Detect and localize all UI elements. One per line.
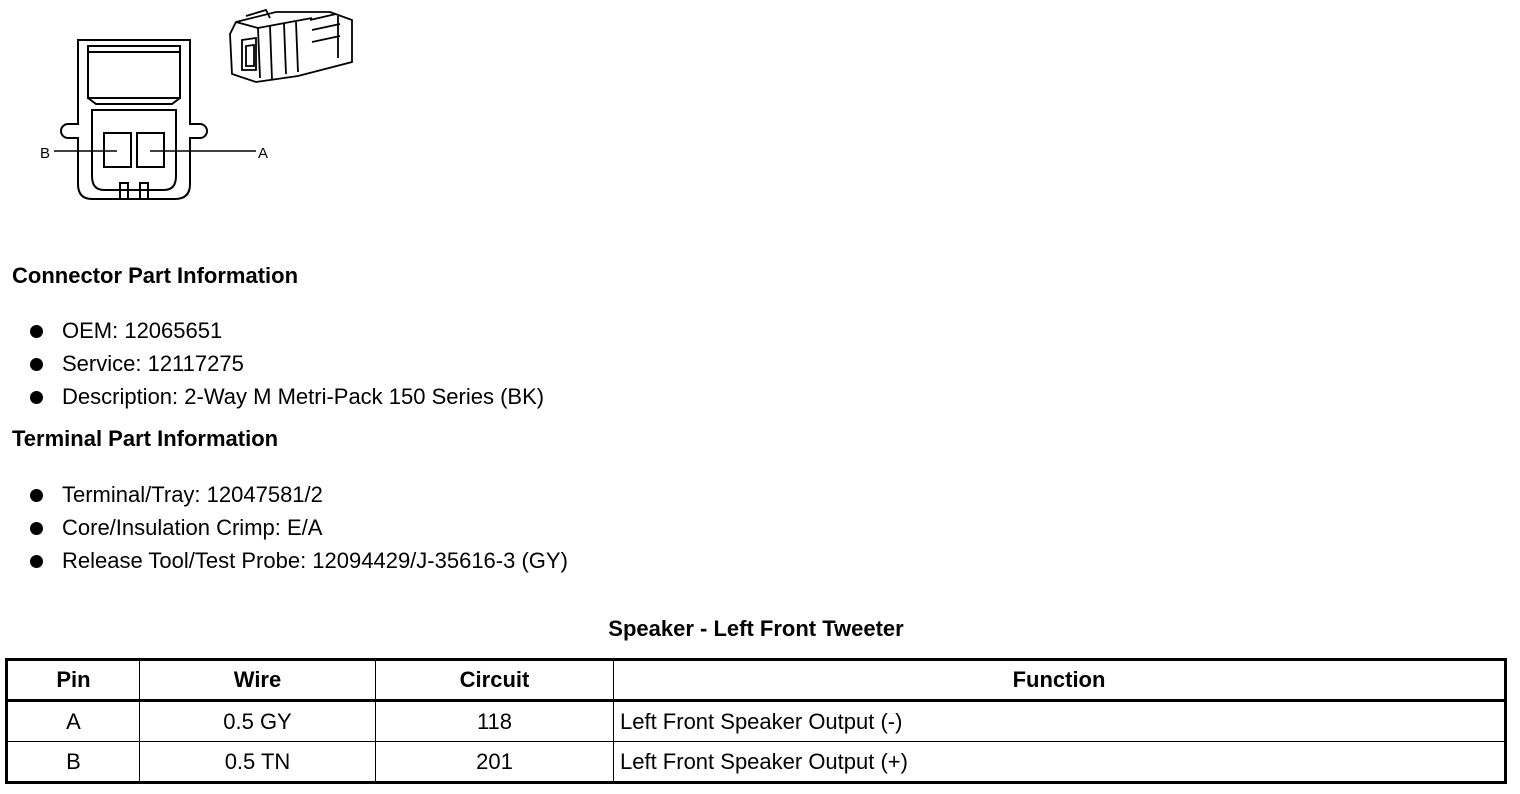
connector-part-info-list	[28, 317, 544, 416]
connector-figure	[0, 0, 380, 220]
cell-pin: B	[7, 742, 140, 783]
pin-a-label: A	[258, 145, 269, 162]
pin-table	[5, 658, 1507, 784]
list-item-text: Core/Insulation Crimp: E/A	[62, 515, 323, 540]
bullet-icon	[30, 358, 43, 371]
table-row	[7, 701, 1506, 742]
cell-wire: 0.5 GY	[140, 701, 376, 742]
list-item-text: OEM: 12065651	[62, 318, 223, 343]
list-item	[28, 514, 568, 547]
bullet-icon	[30, 325, 43, 338]
bullet-icon	[30, 489, 43, 502]
pin-b-label: B	[40, 145, 51, 162]
list-item	[28, 383, 544, 416]
table-title: Speaker - Left Front Tweeter	[608, 616, 904, 641]
cell-circuit: 118	[376, 701, 614, 742]
list-item	[28, 317, 544, 350]
list-item-text: Description: 2-Way M Metri-Pack 150 Series (BK)	[62, 384, 545, 409]
connector-isometric-thumbnail	[230, 10, 352, 82]
cell-function: Left Front Speaker Output (+)	[614, 742, 1506, 783]
bullet-icon	[30, 522, 43, 535]
list-item	[28, 350, 544, 383]
table-row	[7, 742, 1506, 783]
connector-part-info-heading: Connector Part Information	[12, 263, 299, 288]
cell-wire: 0.5 TN	[140, 742, 376, 783]
list-item	[28, 481, 568, 514]
column-header-function: Function	[614, 660, 1506, 701]
cell-circuit: 201	[376, 742, 614, 783]
list-item-text: Terminal/Tray: 12047581/2	[62, 482, 323, 507]
column-header-wire: Wire	[140, 660, 376, 701]
table-header-row	[7, 660, 1506, 701]
bullet-icon	[30, 391, 43, 404]
connector-face-outline	[61, 40, 207, 199]
cell-pin: A	[7, 701, 140, 742]
column-header-pin: Pin	[7, 660, 140, 701]
terminal-part-info-list	[28, 481, 568, 580]
cell-function: Left Front Speaker Output (-)	[614, 701, 1506, 742]
connector-face-view-diagram	[0, 0, 380, 220]
column-header-circuit: Circuit	[376, 660, 614, 701]
bullet-icon	[30, 555, 43, 568]
terminal-part-info-heading: Terminal Part Information	[12, 426, 279, 451]
list-item	[28, 547, 568, 580]
list-item-text: Service: 12117275	[62, 351, 244, 376]
list-item-text: Release Tool/Test Probe: 12094429/J-35616-3 (GY)	[62, 548, 568, 573]
